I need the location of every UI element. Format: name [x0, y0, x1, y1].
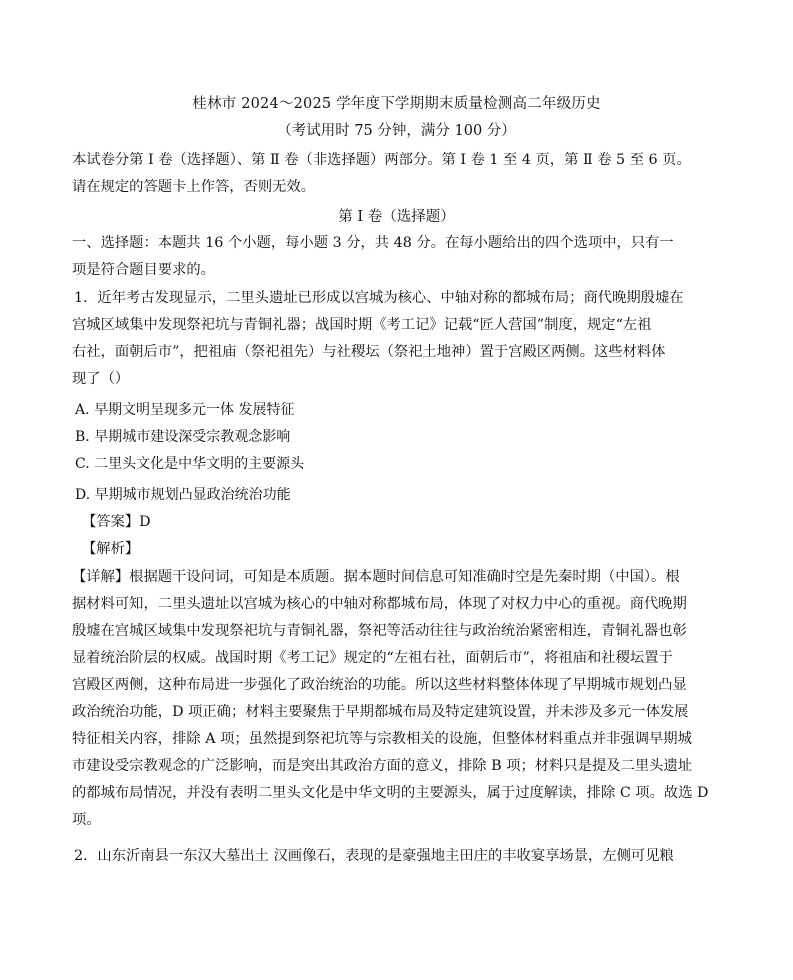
q1-detail-line-6: 政治统治功能，D 项正确；材料主要聚焦于早期都城布局及特定建筑设置，并未涉及多元一体发展 [72, 704, 689, 720]
q1-stem-line-4: 现了（） [72, 371, 130, 387]
doc-title: 桂林市 2024～2025 学年度下学期期末质量检测高二年级历史 [192, 96, 601, 112]
q1-option-c: C. 二里头文化是中华文明的主要源头 [75, 456, 305, 472]
instructions-line-1: 一、选择题：本题共 16 个小题，每小题 3 分，共 48 分。在每小题给出的四个选项中，只有一 [72, 235, 674, 251]
q1-analysis-label: 【解析】 [82, 541, 140, 557]
q1-stem-line-3: 右社，面朝后市”，把祖庙（祭祀祖先）与社稷坛（祭祀土地神）置于宫殿区两侧。这些材料体 [72, 344, 666, 360]
doc-subtitle: （考试用时 75 分钟，满分 100 分） [277, 123, 516, 139]
q1-stem-line-1: 1．近年考古发现显示，二里头遗址已形成以宫城为核心、中轴对称的都城布局；商代晚期殷墟在 [74, 290, 684, 306]
q2-stem-line-1: 2．山东沂南县一东汉大墓出土 汉画像石，表现的是豪强地主田庄的丰收宴享场景，左侧可见粮 [74, 848, 674, 864]
q1-stem-line-2: 宫城区域集中发现祭祀坑与青铜礼器；战国时期《考工记》记载“匠人营国”制度，规定“左祖 [72, 317, 652, 333]
q1-option-b: B. 早期城市建设深受宗教观念影响 [75, 429, 291, 445]
q1-detail-line-10: 项。 [72, 812, 101, 828]
q1-detail-line-5: 宫殿区两侧，这种布局进一步强化了政治统治的功能。所以这些材料整体体现了早期城市规划凸显 [72, 677, 687, 693]
q1-detail-line-3: 殷墟在宫城区域集中发现祭祀坑与青铜礼器，祭祀等活动往往与政治统治紧密相连，青铜礼器也彰 [72, 623, 687, 639]
q1-option-d: D. 早期城市规划凸显政治统治功能 [75, 487, 291, 503]
q1-detail-line-1: 【详解】根据题干设问词，可知是本质题。据本题时间信息可知准确时空是先秦时期（中国）。根 [72, 569, 680, 585]
q1-detail-line-8: 市建设受宗教观念的广泛影响，而是突出其政治方面的意义，排除 B 项；材料只是提及二里头遗址 [72, 758, 693, 774]
intro-line-1: 本试卷分第 Ⅰ 卷（选择题）、第 Ⅱ 卷（非选择题）两部分。第 Ⅰ 卷 1 至 4 页，第 Ⅱ 卷 5 至 6 页。 [72, 152, 691, 168]
q1-detail-line-2: 据材料可知，二里头遗址以宫城为核心的中轴对称都城布局，体现了对权力中心的重视。商代晚期 [72, 596, 687, 612]
instructions-line-2: 项是符合题目要求的。 [72, 262, 215, 278]
q1-detail-line-9: 的都城布局情况，并没有表明二里头文化是中华文明的主要源头，属于过度解读，排除 C 项。故选 D [72, 785, 709, 801]
q1-option-a: A. 早期文明呈现多元一体 发展特征 [75, 402, 295, 418]
q1-detail-line-7: 特征相关内容，排除 A 项；虽然提到祭祀坑等与宗教相关的设施，但整体材料重点并非强调早期城 [72, 731, 692, 747]
q1-detail-line-4: 显着统治阶层的权威。战国时期《考工记》规定的“左祖右社，面朝后市”，将祖庙和社稷坛置于 [72, 650, 673, 666]
q1-answer: 【答案】D [82, 514, 151, 530]
intro-line-2: 请在规定的答题卡上作答，否则无效。 [72, 179, 316, 195]
section-title: 第 Ⅰ 卷（选择题） [338, 209, 455, 225]
